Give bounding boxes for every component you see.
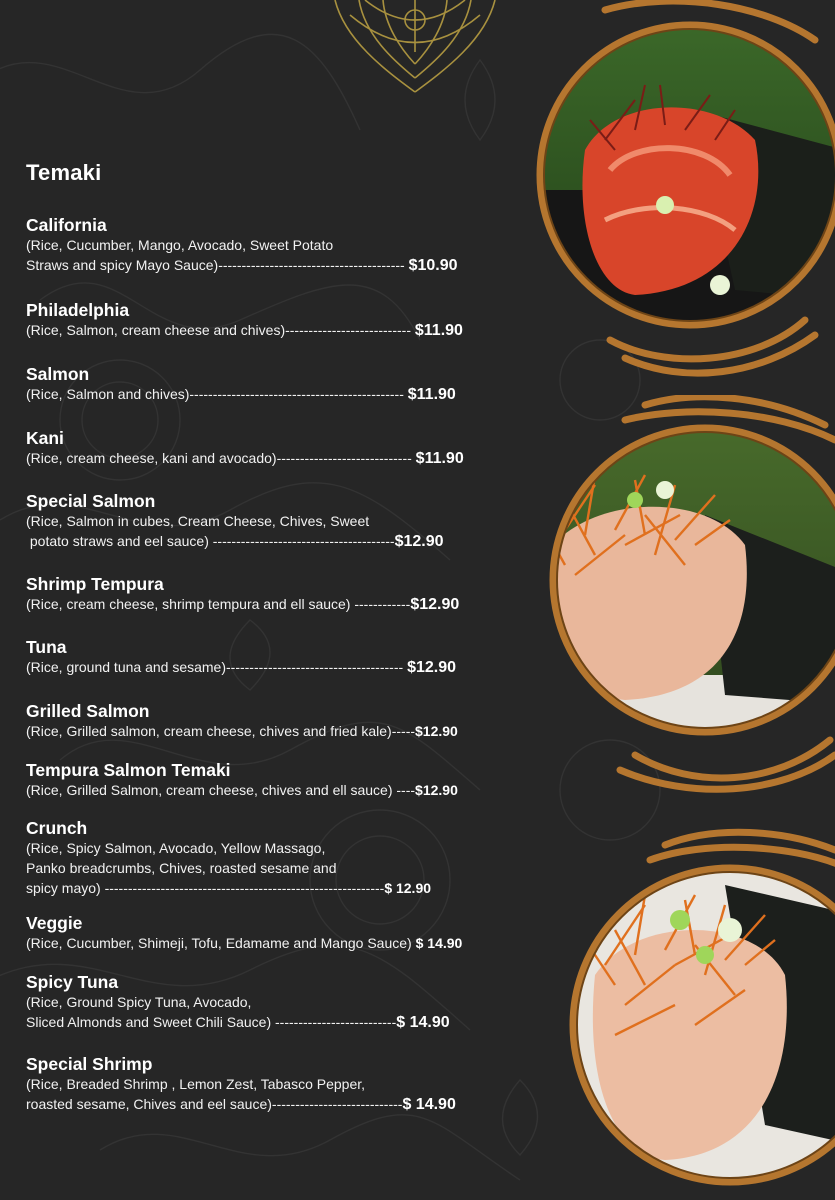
item-description: (Rice, Ground Spicy Tuna, Avocado, Sliced Almonds and Sweet Chili Sauce) -------------------------- bbox=[26, 994, 397, 1030]
item-price: $ 14.90 bbox=[415, 935, 463, 951]
item-price: $ 12.90 bbox=[384, 880, 432, 896]
item-name: Philadelphia bbox=[26, 300, 130, 320]
item-description: (Rice, Cucumber, Shimeji, Tofu, Edamame and Mango Sauce) bbox=[26, 935, 412, 951]
menu-item-kani bbox=[26, 428, 531, 469]
item-price: $12.90 bbox=[394, 533, 444, 550]
menu-item-shrimp-tempura bbox=[26, 574, 531, 615]
item-price: $12.90 bbox=[415, 723, 458, 739]
item-price: $ 14.90 bbox=[402, 1096, 456, 1113]
item-name: Spicy Tuna bbox=[26, 972, 119, 992]
item-description: (Rice, Grilled Salmon, cream cheese, chives and ell sauce) ---- bbox=[26, 782, 416, 798]
item-price: $ 14.90 bbox=[396, 1014, 450, 1031]
menu-item-tempura-salmon-temaki bbox=[26, 760, 531, 800]
item-description: (Rice, Breaded Shrimp , Lemon Zest, Tabasco Pepper, roasted sesame, Chives and eel sauce)---------------------------- bbox=[26, 1076, 403, 1112]
item-description: (Rice, Salmon, cream cheese and chives)--------------------------- bbox=[26, 322, 411, 338]
menu-item-grilled-salmon bbox=[26, 701, 531, 741]
menu-item-california bbox=[26, 215, 531, 276]
item-description: (Rice, cream cheese, kani and avocado)----------------------------- bbox=[26, 450, 412, 466]
menu-item-salmon bbox=[26, 364, 531, 405]
item-name: Grilled Salmon bbox=[26, 701, 150, 721]
item-description: (Rice, cream cheese, shrimp tempura and ell sauce) ------------ bbox=[26, 596, 411, 612]
menu-item-crunch bbox=[26, 818, 531, 898]
item-name: Shrimp Tempura bbox=[26, 574, 164, 594]
item-price: $11.90 bbox=[415, 450, 464, 467]
item-description: (Rice, Spicy Salmon, Avocado, Yellow Massago, Panko breadcrumbs, Chives, roasted sesame and spicy mayo) ------------------------------------------------------------ bbox=[26, 840, 385, 896]
item-price: $12.90 bbox=[407, 659, 456, 676]
menu-item-veggie bbox=[26, 913, 531, 953]
item-name: Tuna bbox=[26, 637, 67, 657]
item-price: $12.90 bbox=[410, 596, 460, 613]
item-name: Kani bbox=[26, 428, 64, 448]
menu-item-tuna bbox=[26, 637, 531, 678]
salmon-temaki-photo bbox=[515, 0, 835, 380]
menu-item-philadelphia bbox=[26, 300, 531, 341]
item-description: (Rice, ground tuna and sesame)-------------------------------------- bbox=[26, 659, 404, 675]
menu-item-special-shrimp bbox=[26, 1054, 531, 1115]
item-description: (Rice, Salmon and chives)---------------------------------------------- bbox=[26, 386, 404, 402]
shrimp-temaki-photo bbox=[555, 825, 835, 1200]
item-name: Special Shrimp bbox=[26, 1054, 153, 1074]
item-description: (Rice, Salmon in cubes, Cream Cheese, Chives, Sweet potato straws and eel sauce) --------------------------------------- bbox=[26, 513, 395, 549]
item-name: Salmon bbox=[26, 364, 90, 384]
item-name: Crunch bbox=[26, 818, 88, 838]
menu-item-special-salmon bbox=[26, 491, 531, 552]
menu-item-spicy-tuna bbox=[26, 972, 531, 1033]
item-price: $10.90 bbox=[408, 257, 458, 274]
section-title: Temaki bbox=[26, 160, 102, 185]
item-name: California bbox=[26, 215, 107, 235]
item-description: (Rice, Grilled salmon, cream cheese, chives and fried kale)----- bbox=[26, 723, 416, 739]
crunch-temaki-photo bbox=[525, 395, 835, 805]
item-description: (Rice, Cucumber, Mango, Avocado, Sweet Potato Straws and spicy Mayo Sauce)---------------------------------------- bbox=[26, 237, 405, 273]
item-price: $12.90 bbox=[415, 782, 458, 798]
item-name: Tempura Salmon Temaki bbox=[26, 760, 231, 780]
item-name: Veggie bbox=[26, 913, 83, 933]
item-price: $11.90 bbox=[414, 322, 463, 339]
item-name: Special Salmon bbox=[26, 491, 156, 511]
item-price: $11.90 bbox=[407, 386, 456, 403]
